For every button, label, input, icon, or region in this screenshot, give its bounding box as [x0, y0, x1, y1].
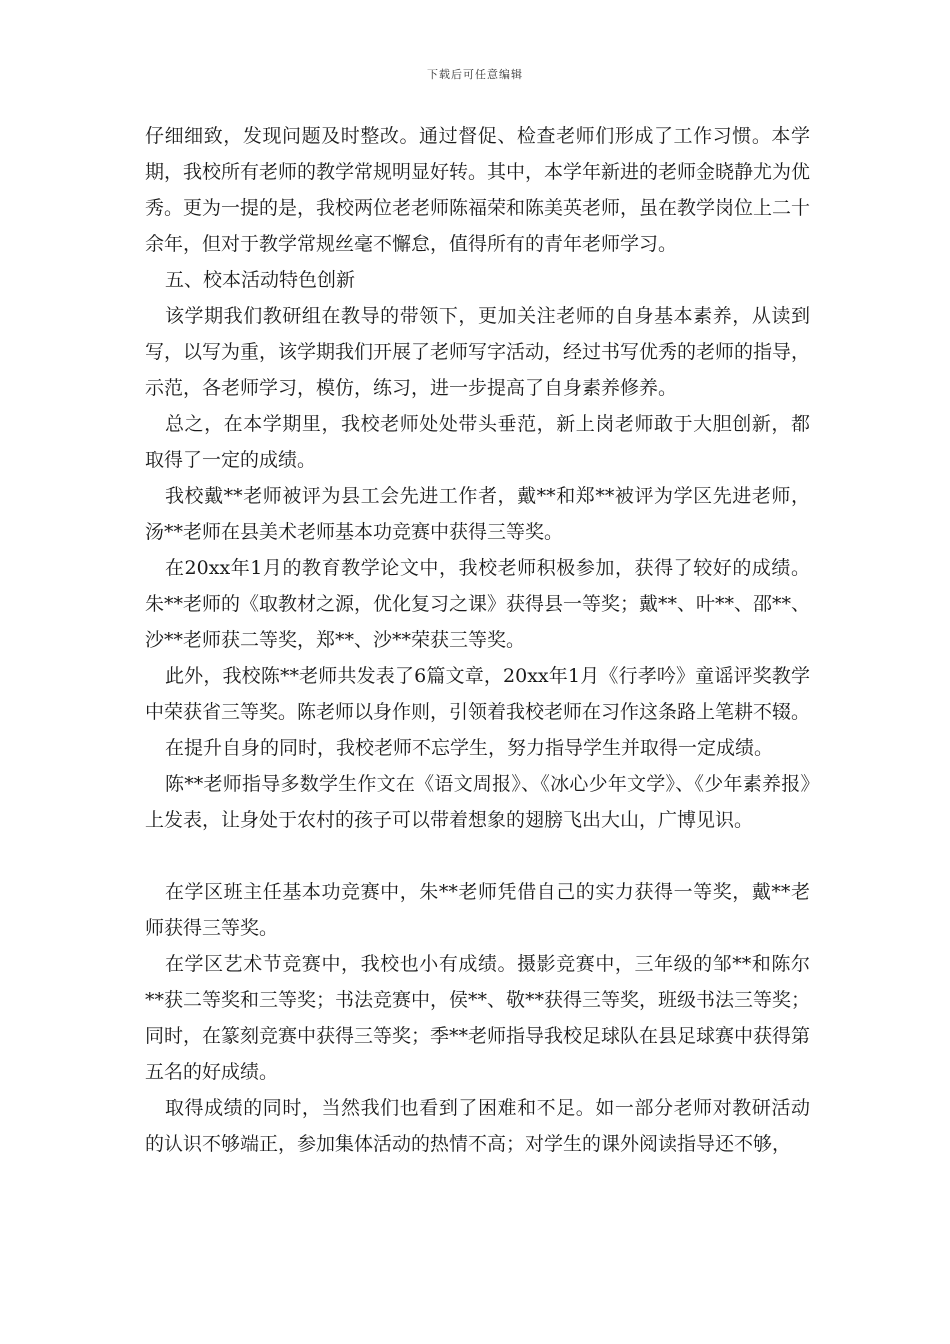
paragraph: 该学期我们教研组在教导的带领下，更加关注老师的自身基本素养，从读到写，以写为重，该学期我们开展了老师写字活动，经过书写优秀的老师的指导，示范，各老师学习，模仿，练习，进一步提高了自身素养修养。	[145, 305, 811, 399]
paragraph: 总之，在本学期里，我校老师处处带头垂范，新上岗老师敢于大胆创新，都取得了一定的成绩。	[145, 413, 810, 471]
paragraph: 仔细细致，发现问题及时整改。通过督促、检查老师们形成了工作习惯。本学期，我校所有老师的教学常规明显好转。其中，本学年新进的老师金晓静尤为优秀。更为一提的是，我校两位老老师陈福荣和陈美英老师，虽在教学岗位上二十余年，但对于教学常规丝毫不懈怠，值得所有的青年老师学习。	[145, 125, 811, 255]
section-heading: 五、校本活动特色创新	[165, 269, 356, 291]
paragraph: 此外，我校陈**老师共发表了6篇文章，20xx年1月《行孝吟》童谣评奖教学中荣获省三等奖。陈老师以身作则，引领着我校老师在习作这条路上笔耕不辍。	[145, 665, 811, 723]
page-header: 下载后可任意编辑	[427, 68, 523, 81]
paragraph: 在20xx年1月的教育教学论文中，我校老师积极参加，获得了较好的成绩。朱**老师的《取教材之源，优化复习之课》获得县一等奖；戴**、叶**、邵**、沙**老师获二等奖，郑**、沙**荣获三等奖。	[145, 557, 811, 651]
blank-line	[145, 838, 810, 874]
paragraph: 我校戴**老师被评为县工会先进工作者，戴**和郑**被评为学区先进老师，汤**老师在县美术老师基本功竞赛中获得三等奖。	[145, 485, 810, 543]
paragraph: 取得成绩的同时，当然我们也看到了困难和不足。如一部分老师对教研活动的认识不够端正，参加集体活动的热情不高；对学生的课外阅读指导还不够，	[145, 1097, 810, 1155]
paragraph: 在学区班主任基本功竞赛中，朱**老师凭借自己的实力获得一等奖，戴**老师获得三等奖。	[145, 881, 810, 939]
document-body	[145, 118, 810, 1162]
paragraph: 在提升自身的同时，我校老师不忘学生，努力指导学生并取得一定成绩。	[165, 737, 774, 759]
paragraph: 在学区艺术节竞赛中，我校也小有成绩。摄影竞赛中，三年级的邹**和陈尔**获二等奖和三等奖；书法竞赛中，侯**、敬**获得三等奖，班级书法三等奖；同时，在篆刻竞赛中获得三等奖；季**老师指导我校足球队在县足球赛中获得第五名的好成绩。	[145, 953, 811, 1083]
paragraph: 陈**老师指导多数学生作文在《语文周报》、《冰心少年文学》、《少年素养报》上发表，让身处于农村的孩子可以带着想象的翅膀飞出大山，广博见识。	[145, 773, 810, 831]
